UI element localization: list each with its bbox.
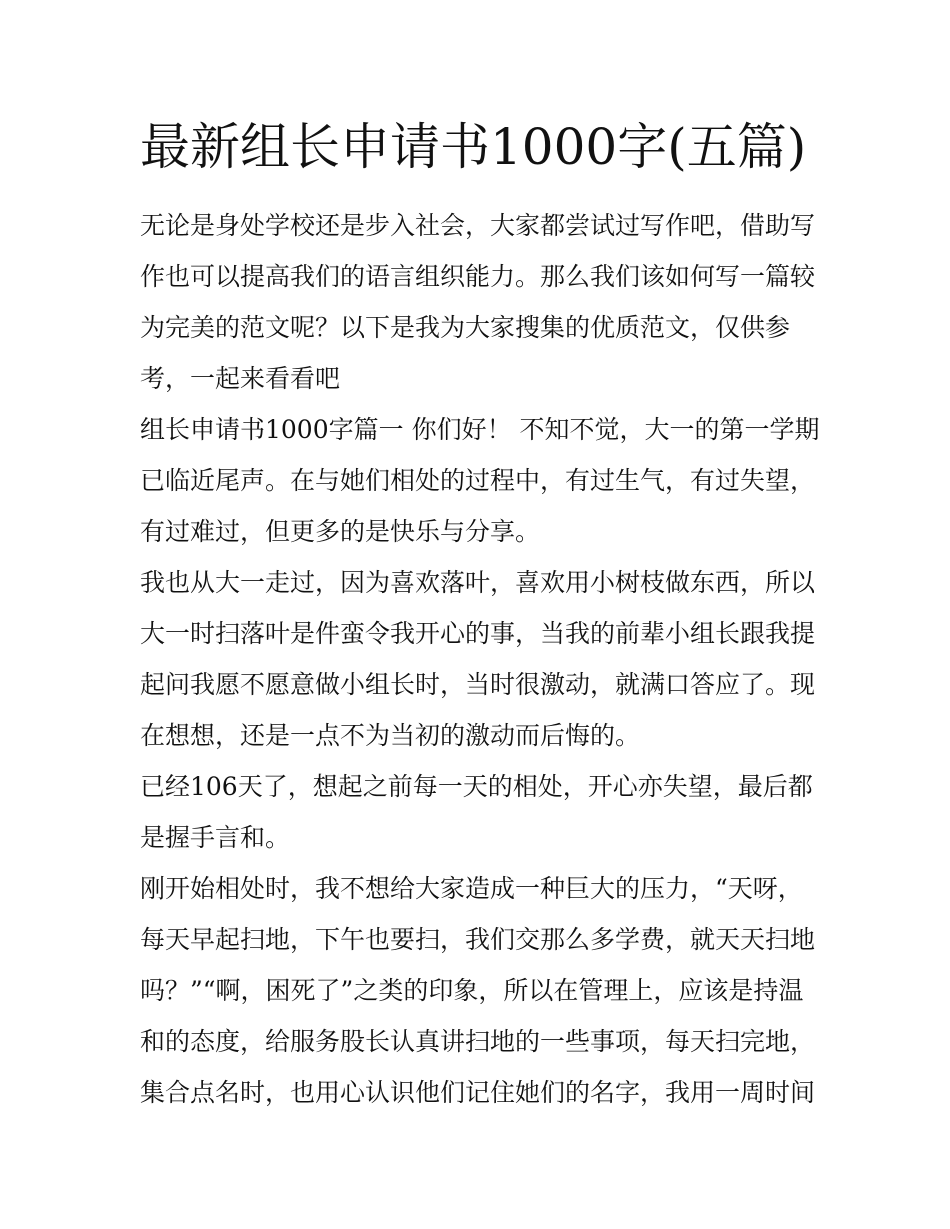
text-line: 已经106天了，想起之前每一天的相处，开心亦失望，最后都	[140, 772, 813, 801]
text-line: 作也可以提高我们的语言组织能力。那么我们该如何写一篇较	[140, 262, 816, 291]
paragraph	[140, 863, 820, 1118]
text-line: 刚开始相处时，我不想给大家造成一种巨大的压力，“天呀，	[140, 874, 803, 903]
text-line: 和的态度，给服务股长认真讲扫地的一些事项，每天扫完地，	[140, 1027, 816, 1056]
paragraph	[140, 557, 820, 761]
text-line: 组长申请书1000字篇一 你们好！ 不知不觉，大一的第一学期	[140, 415, 820, 444]
text-line: 已临近尾声。在与她们相处的过程中，有过生气，有过失望，	[140, 466, 816, 495]
text-line: 为完美的范文呢？以下是我为大家搜集的优质范文，仅供参	[140, 313, 791, 342]
text-line: 每天早起扫地，下午也要扫，我们交那么多学费，就天天扫地	[140, 925, 816, 954]
text-line: 集合点名时，也用心认识他们记住她们的名字，我用一周时间	[140, 1078, 816, 1107]
text-line: 有过难过，但更多的是快乐与分享。	[140, 517, 541, 546]
text-line: 我也从大一走过，因为喜欢落叶，喜欢用小树枝做东西，所以	[140, 568, 816, 597]
text-line: 是握手言和。	[140, 823, 291, 852]
text-line: 考，一起来看看吧	[140, 364, 341, 393]
text-line: 大一时扫落叶是件蛮令我开心的事，当我的前辈小组长跟我提	[140, 619, 816, 648]
document-body	[140, 200, 820, 1118]
document-title: 最新组长申请书1000字(五篇)	[140, 118, 807, 176]
paragraph-intro	[140, 200, 820, 404]
text-line: 吗？”“啊，困死了”之类的印象，所以在管理上，应该是持温	[140, 976, 804, 1005]
text-line: 无论是身处学校还是步入社会，大家都尝试过写作吧，借助写	[140, 211, 816, 240]
paragraph	[140, 761, 820, 863]
text-line: 在想想，还是一点不为当初的激动而后悔的。	[140, 721, 641, 750]
text-line: 起问我愿不愿意做小组长时，当时很激动，就满口答应了。现	[140, 670, 816, 699]
paragraph-section-one	[140, 404, 820, 557]
